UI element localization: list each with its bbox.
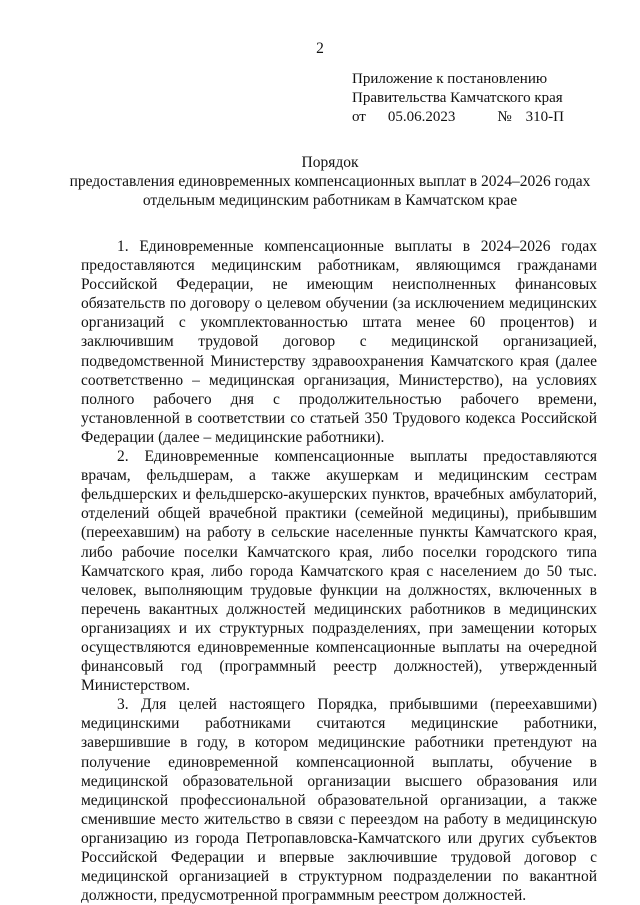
paragraph-3: 3. Для целей настоящего Порядка, прибывшими (переехавшими) медицинскими работниками считаются медицинские работники, завершившие в году, в котором медицинские работники претендуют на получение единовременной компенсационной выплаты, обучение в медицинской образовательной организации высшего образования или медицинской профессиональной образовательной организации, а также сменившие место жительство в связи с переездом на работу в медицинскую организацию из города Петропавловска-Камчатского или других субъектов Российской Федерации и впервые заключившие трудовой договор с медицинской организацией в структурном подразделении по вакантной должности, предусмотренной программным реестром должностей. xyxy=(81,696,597,905)
title-line-3: отдельным медицинским работникам в Камчатском крае xyxy=(142,192,518,209)
document-title xyxy=(60,153,600,210)
appendix-number-label: № xyxy=(497,109,512,125)
title-heading: Порядок xyxy=(301,154,359,171)
appendix-block xyxy=(352,70,564,127)
title-line-2: предоставления единовременных компенсационных выплат в 2024–2026 годах xyxy=(69,173,591,190)
appendix-date: 05.06.2023 xyxy=(387,109,456,125)
page-number: 2 xyxy=(316,40,324,57)
document-body xyxy=(81,237,597,905)
appendix-number: 310-П xyxy=(525,109,564,125)
appendix-from-label: от xyxy=(352,109,366,125)
paragraph-1: 1. Единовременные компенсационные выплаты в 2024–2026 годах предоставляются медицинским работникам, являющимся гражданами Российской Федерации, не имеющим неисполненных финансовых обязательств по договору о целевом обучении (за исключением медицинских организаций с укомплектованностью штата менее 60 процентов) и заключившим трудовой договор с медицинской организацией, подведомственной Министерству здравоохранения Камчатского края (далее соответственно – медицинская организация, Министерство), на условиях полного рабочего дня с продолжительностью рабочего времени, установленной в соответствии со статьей 350 Трудового кодекса Российской Федерации (далее – медицинские работники). xyxy=(81,238,597,446)
appendix-line-2: Правительства Камчатского края xyxy=(352,90,563,106)
appendix-date-number-line xyxy=(352,108,564,127)
paragraph-2: 2. Единовременные компенсационные выплаты предоставляются врачам, фельдшерам, а также акушеркам и медицинским сестрам фельдшерских и фельдшерско-акушерских пунктов, врачебных амбулаторий, отделений общей врачебной практики (семейной медицины), прибывшим (переехавшим) на работу в сельские населенные пункты Камчатского края, либо рабочие поселки Камчатского края, либо поселки городского типа Камчатского края, либо города Камчатского края с населением до 50 тыс. человек, выполняющим трудовые функции на должностях, включенных в перечень вакантных должностей медицинских работников в медицинских организациях и их структурных подразделениях, при замещении которых осуществляются единовременные компенсационные выплаты на очередной финансовый год (программный реестр должностей), утвержденный Министерством. xyxy=(81,448,597,695)
appendix-line-1: Приложение к постановлению xyxy=(352,71,548,87)
